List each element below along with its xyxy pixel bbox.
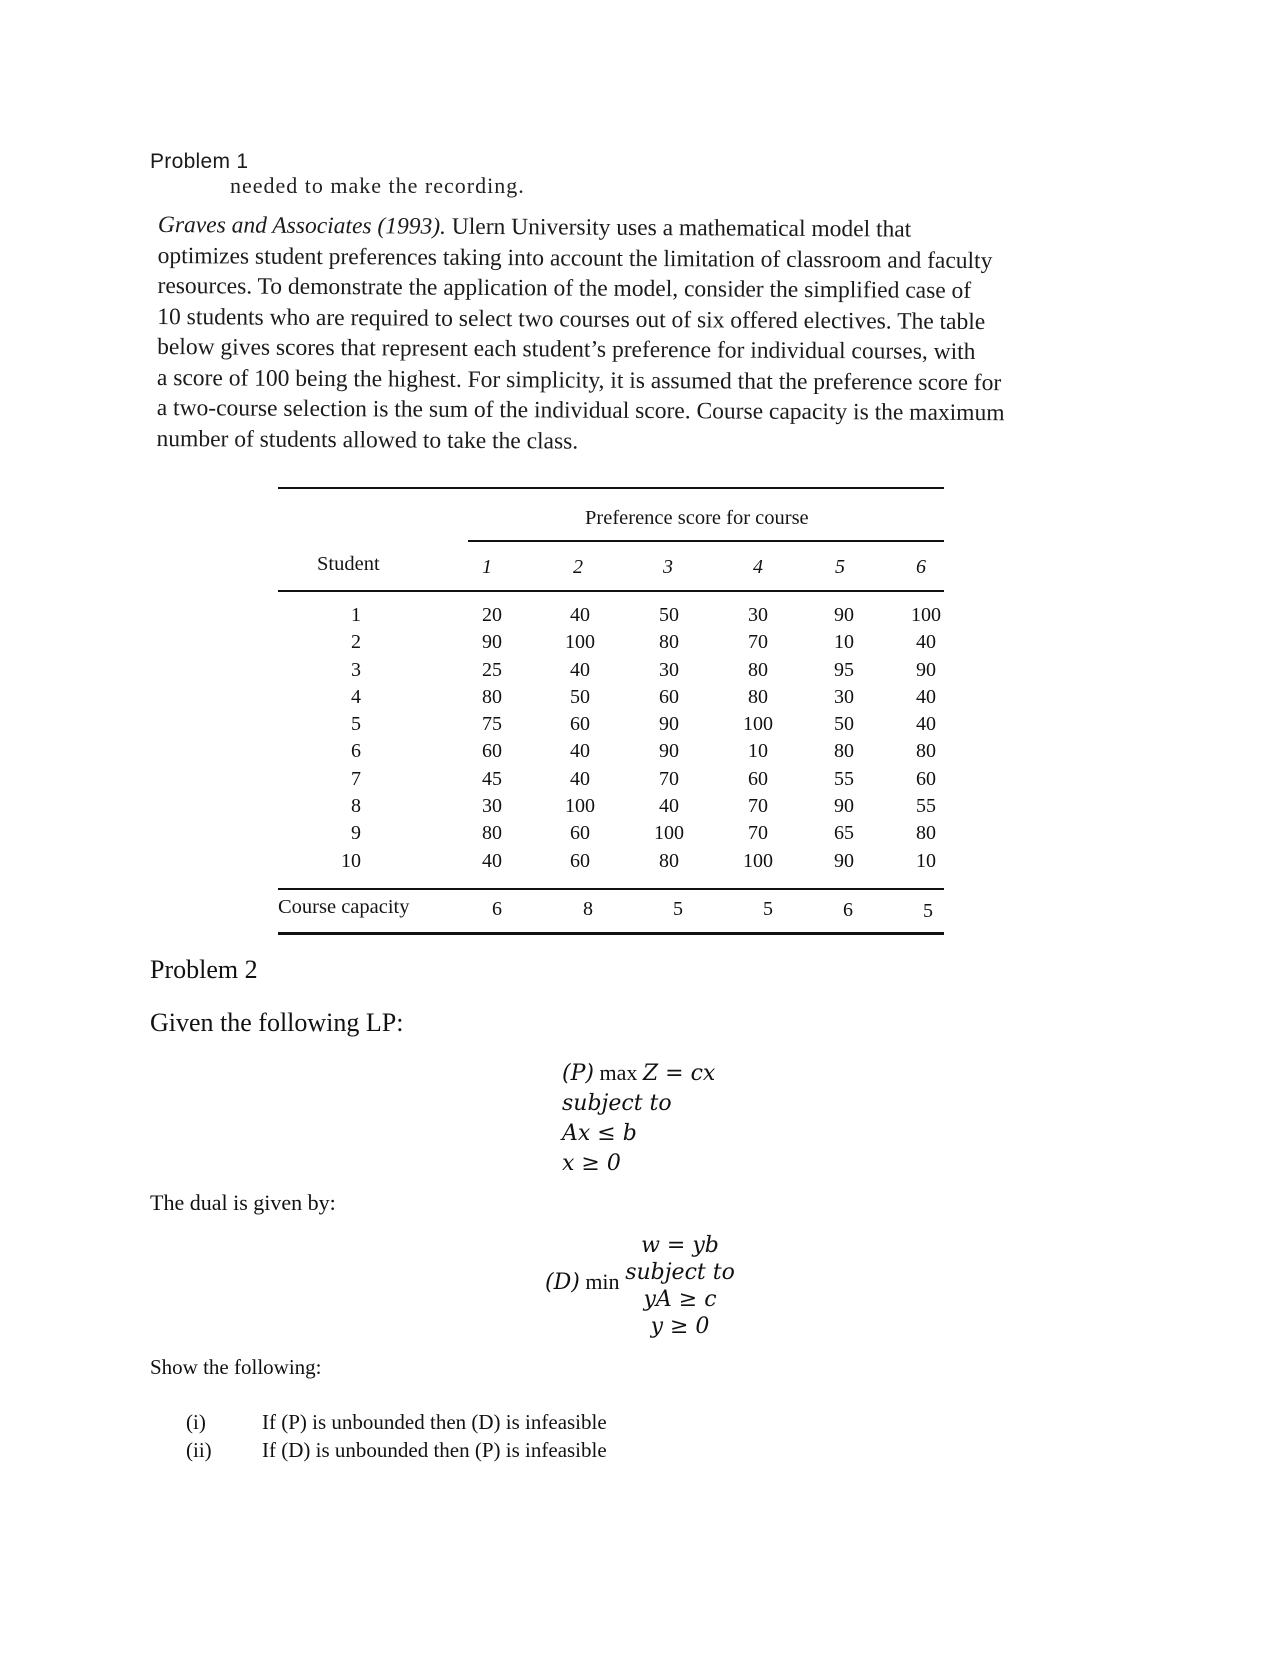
score-cell: 55 [834, 767, 854, 790]
score-cell: 40 [916, 713, 936, 736]
score-cell: 70 [748, 822, 768, 845]
score-cell: 30 [482, 795, 502, 818]
student-8: 8 [351, 795, 361, 818]
primal-constraint: Ax ≤ b [562, 1121, 637, 1146]
cut-off-text-line [230, 173, 610, 202]
student-2: 2 [351, 631, 361, 654]
score-cell: 80 [834, 740, 854, 763]
table-top-rule [278, 487, 944, 489]
course-number-4: 4 [753, 556, 763, 578]
score-cell: 90 [659, 713, 679, 736]
capacity-course-1: 6 [492, 898, 502, 920]
score-cell: 80 [916, 822, 936, 845]
intro-line-8: number of students allowed to take the class. [156, 425, 579, 455]
course-number-2: 2 [573, 556, 583, 578]
score-cell: 30 [748, 604, 768, 626]
score-cell: 40 [916, 631, 936, 654]
score-cell: 30 [659, 658, 679, 681]
score-cell: 60 [748, 767, 768, 790]
score-cell: 45 [482, 767, 502, 790]
primal-max: max [599, 1060, 638, 1085]
score-cell: 10 [748, 740, 768, 763]
intro-line-5: below gives scores that represent each student’s preference for individual courses, with [157, 333, 976, 365]
course-number-6: 6 [916, 556, 926, 578]
score-cell: 65 [834, 822, 854, 845]
table-body-rule [278, 590, 944, 592]
item-number: (i) [186, 1410, 206, 1434]
score-cell: 50 [570, 685, 590, 708]
score-cell: 100 [565, 631, 595, 654]
dual-constraint: yA ≥ c [643, 1287, 717, 1312]
score-cell: 50 [834, 713, 854, 736]
course-number-1: 1 [482, 556, 492, 578]
score-cell: 90 [834, 604, 854, 626]
score-cell: 40 [916, 685, 936, 708]
score-cell: 80 [482, 822, 502, 845]
dual-objective: w = yb [641, 1233, 719, 1258]
capacity-course-4: 5 [763, 898, 773, 920]
score-cell: 60 [916, 767, 936, 790]
dual-stack [625, 1232, 735, 1340]
score-cell: 80 [748, 685, 768, 708]
score-cell: 60 [570, 713, 590, 736]
dual-label-row [545, 1269, 620, 1295]
intro-line-6: a score of 100 being the highest. For simplicity, it is assumed that the preference score for [156, 364, 1002, 396]
dual-min: min [585, 1269, 620, 1294]
score-cell: 80 [659, 631, 679, 654]
capacity-course-6: 5 [923, 900, 933, 922]
score-cell: 90 [659, 740, 679, 763]
capacity-course-5: 6 [843, 899, 853, 921]
intro-line-2: optimizes student preferences taking into account the limitation of classroom and faculty [157, 242, 993, 274]
course-number-3: 3 [663, 556, 673, 578]
cut-off-text: needed to make the recording. [230, 173, 525, 198]
problem-1-description [157, 210, 1068, 460]
score-cell: 70 [659, 767, 679, 790]
table-group-header: Preference score for course [585, 507, 809, 529]
intro-line-7: a two-course selection is the sum of the individual score. Course capacity is the maximum [156, 394, 1005, 427]
dual-subject-to: subject to [625, 1260, 735, 1285]
score-cell: 70 [748, 631, 768, 654]
score-cell: 40 [570, 658, 590, 681]
dual-nonnegativity: y ≥ 0 [650, 1314, 710, 1339]
score-cell: 60 [570, 822, 590, 845]
student-column-header: Student [317, 553, 380, 575]
student-3: 3 [351, 658, 361, 681]
score-cell: 95 [834, 658, 854, 681]
primal-objective: Z = cx [642, 1061, 716, 1086]
score-cell: 40 [482, 849, 502, 872]
primal-subject-to: subject to [562, 1091, 672, 1116]
score-cell: 40 [659, 795, 679, 818]
dual-intro-text: The dual is given by: [150, 1190, 336, 1215]
student-7: 7 [351, 767, 361, 790]
primal-objective-row [562, 1058, 715, 1089]
course-6-scores [891, 602, 961, 875]
problem-1-heading: Problem 1 [150, 150, 249, 173]
score-cell: 80 [659, 849, 679, 872]
score-cell: 90 [916, 658, 936, 681]
score-cell: 50 [659, 604, 679, 626]
source-citation: Graves and Associates (1993). [157, 211, 447, 240]
score-cell: 55 [916, 795, 936, 818]
intro-line-1 [158, 210, 1068, 246]
score-cell: 90 [482, 631, 502, 654]
student-numbers [321, 602, 361, 875]
score-cell: 60 [482, 740, 502, 763]
primal-label: (P) [562, 1061, 594, 1086]
intro-line-4: 10 students who are required to select two courses out of six offered electives. The table [157, 303, 986, 335]
student-6: 6 [351, 740, 361, 763]
problem-2-heading: Problem 2 [150, 955, 258, 984]
table-capacity-rule [278, 888, 944, 890]
item-number: (ii) [186, 1438, 212, 1462]
score-cell: 60 [570, 849, 590, 872]
table-bottom-rule [278, 932, 944, 935]
score-cell: 40 [570, 767, 590, 790]
score-cell: 80 [916, 740, 936, 763]
score-cell: 75 [482, 713, 502, 736]
capacity-label: Course capacity [278, 896, 410, 918]
student-4: 4 [351, 685, 361, 708]
score-cell: 100 [911, 604, 941, 626]
course-1-scores [457, 602, 527, 875]
student-1: 1 [351, 604, 361, 626]
course-3-scores [634, 602, 704, 875]
score-cell: 80 [748, 658, 768, 681]
score-cell: 100 [743, 849, 773, 872]
score-cell: 30 [834, 685, 854, 708]
course-4-scores [723, 602, 793, 875]
course-number-5: 5 [835, 556, 845, 578]
capacity-course-3: 5 [673, 898, 683, 920]
score-cell: 25 [482, 658, 502, 681]
score-cell: 100 [565, 795, 595, 818]
score-cell: 60 [659, 685, 679, 708]
score-cell: 90 [834, 795, 854, 818]
item-text: If (D) is unbounded then (P) is infeasible [262, 1438, 607, 1462]
score-cell: 70 [748, 795, 768, 818]
score-cell: 100 [654, 822, 684, 845]
score-cell: 40 [570, 604, 590, 626]
given-lp-text: Given the following LP: [150, 1008, 404, 1037]
item-text: If (P) is unbounded then (D) is infeasible [262, 1410, 607, 1434]
score-cell: 80 [482, 685, 502, 708]
course-5-scores [809, 602, 879, 875]
intro-line-1-text: Ulern University uses a mathematical model that [451, 213, 912, 243]
table-header-rule [468, 540, 944, 542]
primal-nonnegativity: x ≥ 0 [562, 1151, 621, 1176]
dual-label: (D) [545, 1270, 580, 1295]
score-cell: 10 [916, 849, 936, 872]
score-cell: 40 [570, 740, 590, 763]
course-2-scores [545, 602, 615, 875]
score-cell: 100 [743, 713, 773, 736]
capacity-course-2: 8 [583, 898, 593, 920]
score-cell: 20 [482, 604, 502, 626]
show-following-text: Show the following: [150, 1355, 322, 1379]
student-9: 9 [351, 822, 361, 845]
student-5: 5 [351, 713, 361, 736]
student-10: 10 [341, 849, 361, 872]
score-cell: 90 [834, 849, 854, 872]
intro-line-3: resources. To demonstrate the application of the model, consider the simplified case of [157, 272, 972, 304]
dual-lp [545, 1232, 745, 1342]
primal-lp [562, 1058, 715, 1179]
score-cell: 10 [834, 631, 854, 654]
